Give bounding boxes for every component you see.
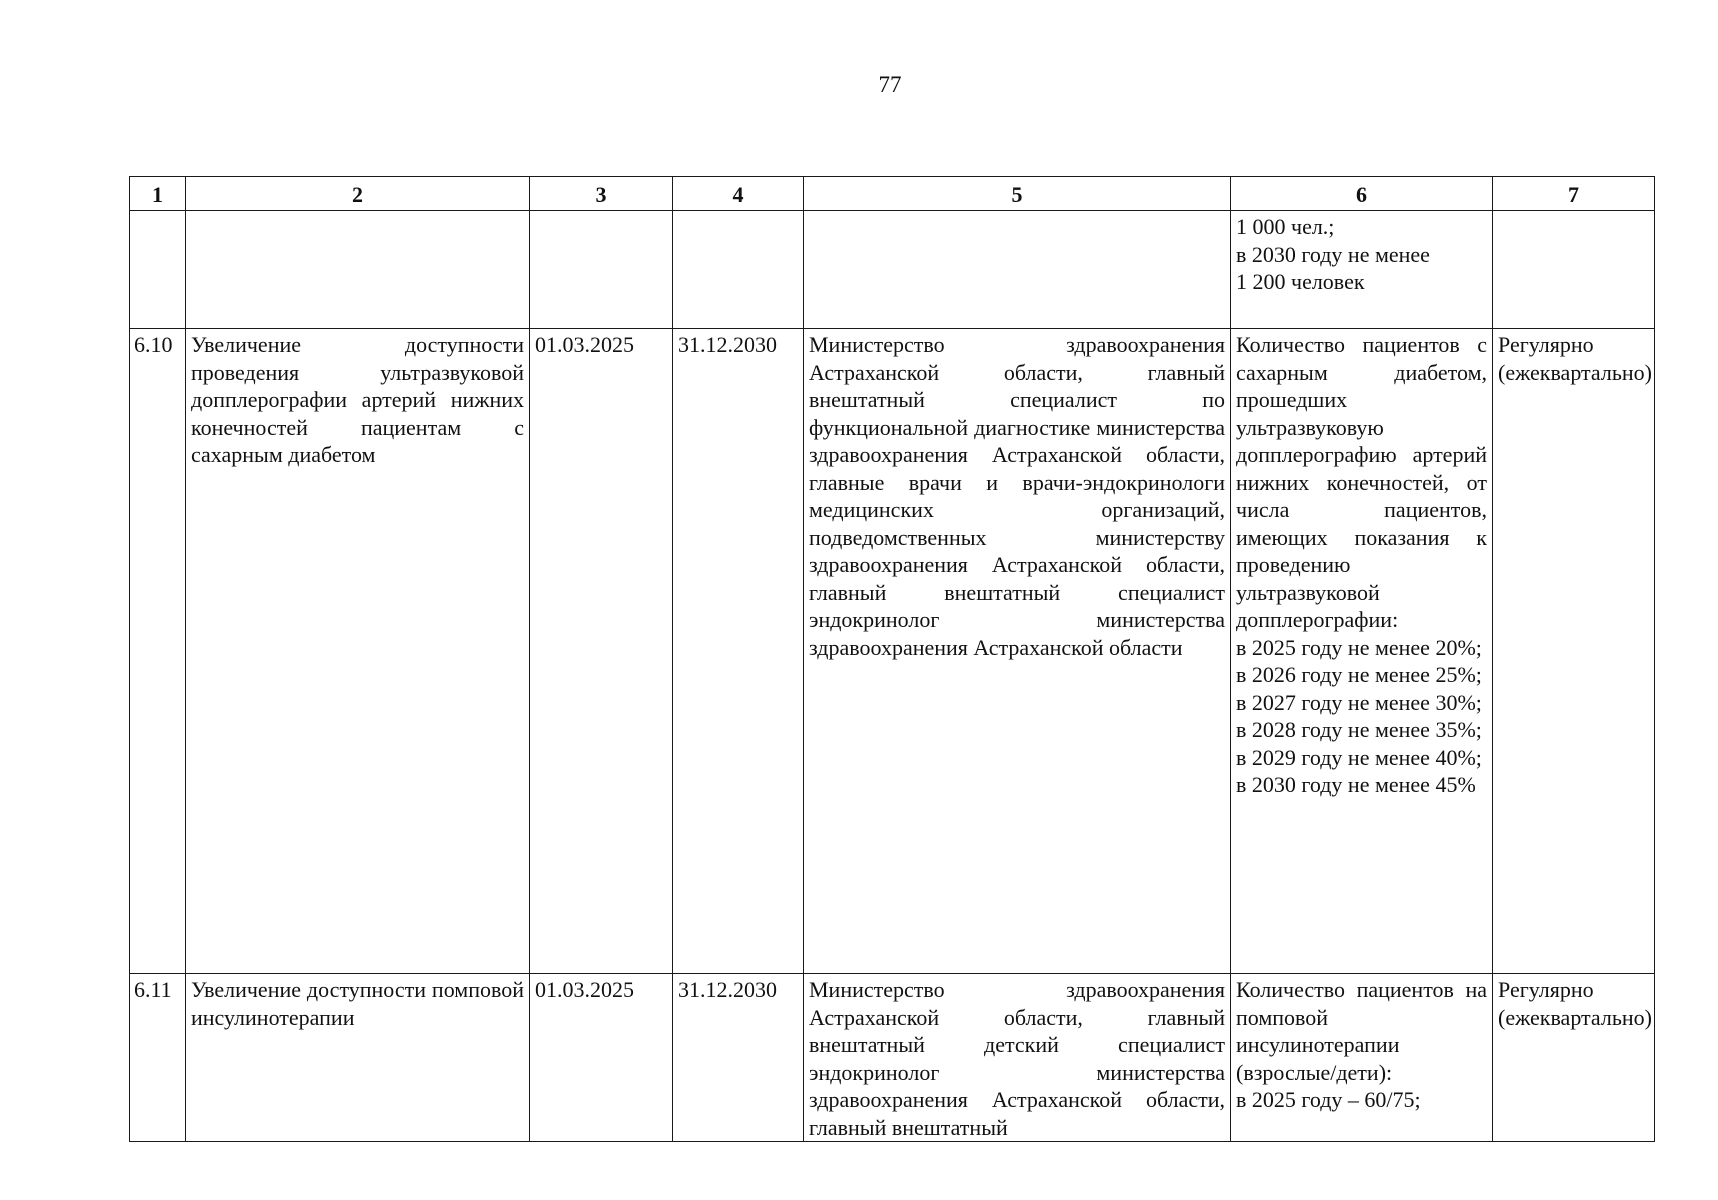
indicator-line: в 2026 году не менее 25%; [1236, 662, 1482, 687]
indicator-line: в 2027 году не менее 30%; [1236, 689, 1482, 715]
header-col-3: 3 [530, 177, 673, 211]
cell-empty [673, 211, 804, 329]
page-number: 77 [878, 72, 902, 97]
indicator-line: в 2025 году – 60/75; [1236, 1087, 1421, 1112]
header-col-6: 6 [1231, 177, 1493, 211]
indicator-line: в 2028 году не менее 35%; [1236, 717, 1482, 742]
responsible-cell: Министерство здравоохранения Астраханской области, главный внештатный специалист по функциональной диагностике министерства здравоохранения Астраханской области, главные врачи и врачи-эндокринологи медицинских организаций, подведомственных министерству здравоохранения Астраханской области, главный внештатный специалист эндокринолог министерства здравоохранения Астраханской области [804, 329, 1231, 974]
end-date-cell: 31.12.2030 [673, 974, 804, 1142]
indicator-cell [1231, 974, 1493, 1142]
frequency-cell: Регулярно (ежеквартально) [1493, 329, 1655, 974]
indicator-line: 1 200 человек [1236, 269, 1365, 294]
row-number: 6.10 [130, 329, 186, 974]
cell-empty [130, 211, 186, 329]
header-col-2: 2 [186, 177, 530, 211]
indicator-line: Количество пациентов с сахарным диабетом, прошедших ультразвуковую допплерографию артерий нижних конечностей, от числа пациентов, имеющих показания к проведению ультразвуковой допплерографии: [1236, 332, 1487, 632]
indicator-line: в 2029 году не менее 40%; [1236, 744, 1482, 770]
continuation-indicator-cell [1231, 211, 1493, 329]
header-col-7: 7 [1493, 177, 1655, 211]
start-date-cell: 01.03.2025 [530, 974, 673, 1142]
activity-cell: Увеличение доступности проведения ультразвуковой допплерографии артерий нижних конечностей пациентам с сахарным диабетом [186, 329, 530, 974]
frequency-cell: Регулярно (ежеквартально) [1493, 974, 1655, 1142]
header-col-4: 4 [673, 177, 804, 211]
header-col-5: 5 [804, 177, 1231, 211]
table-row [130, 329, 1655, 974]
table-row [130, 974, 1655, 1142]
start-date-cell: 01.03.2025 [530, 329, 673, 974]
indicator-line: в 2030 году не менее 45% [1236, 772, 1476, 797]
row-number: 6.11 [130, 974, 186, 1142]
indicator-line: в 2030 году не менее [1236, 241, 1430, 267]
responsible-cell: Министерство здравоохранения Астраханской области, главный внештатный детский специалист эндокринолог министерства здравоохранения Астраханской области, главный внештатный [804, 974, 1231, 1142]
header-row [130, 177, 1655, 211]
cell-empty [530, 211, 673, 329]
cell-empty [804, 211, 1231, 329]
cell-empty [1493, 211, 1655, 329]
continuation-row [130, 211, 1655, 329]
header-col-1: 1 [130, 177, 186, 211]
cell-empty [186, 211, 530, 329]
indicator-line: 1 000 чел.; [1236, 214, 1335, 239]
end-date-cell: 31.12.2030 [673, 329, 804, 974]
indicator-line: в 2025 году не менее 20%; [1236, 634, 1482, 660]
indicator-cell [1231, 329, 1493, 974]
measures-table [129, 176, 1655, 1142]
activity-cell: Увеличение доступности помповой инсулинотерапии [186, 974, 530, 1142]
indicator-line: Количество пациентов на помповой инсулинотерапии (взрослые/дети): [1236, 977, 1487, 1085]
